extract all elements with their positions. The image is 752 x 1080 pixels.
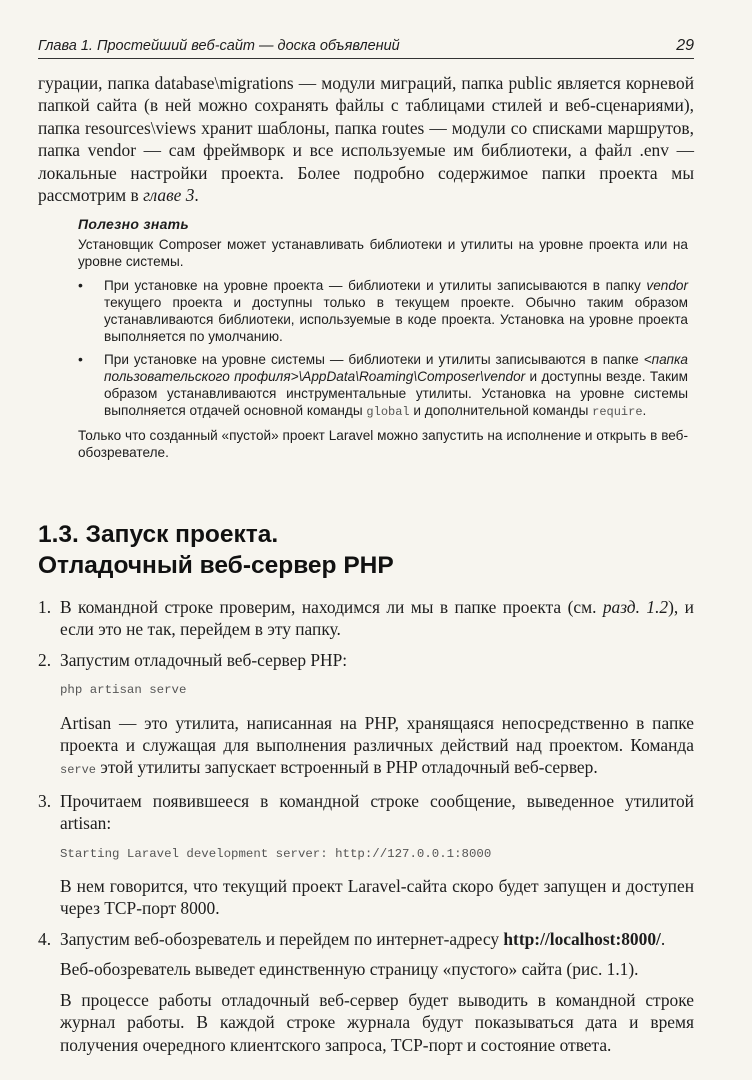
step-item bbox=[38, 928, 694, 1056]
command-name: require bbox=[592, 405, 643, 419]
folder-path: vendor bbox=[646, 278, 688, 293]
command-name: global bbox=[366, 405, 410, 419]
intro-text-end: . bbox=[194, 185, 199, 206]
figure-reference: рис. 1.1 bbox=[572, 959, 629, 980]
step-number: 1. bbox=[38, 597, 52, 617]
note-item-text: текущего проекта и доступны только в текущем проекте. Обычно таким образом устанавливаются библиотеки, используемые в коде проекта. Установка на уровне проекта выполняется по умолчанию. bbox=[104, 295, 688, 344]
step-text: Запустим веб-обозреватель и перейдем по интернет-адресу bbox=[60, 928, 504, 949]
chapter-title: Глава 1. Простейший веб-сайт — доска объявлений bbox=[38, 38, 400, 54]
note-bullet-item bbox=[78, 351, 688, 421]
note-lead: Установщик Composer может устанавливать библиотеки и утилиты на уровне проекта или на уровне системы. bbox=[78, 237, 688, 269]
section-heading bbox=[38, 520, 694, 581]
running-header bbox=[38, 36, 694, 59]
note-item-text: и доступны везде. Таким образом устанавливаются инструментальные утилиты. Установка на уровне системы выполняется отдачей основной команды bbox=[104, 369, 688, 418]
intro-paragraph bbox=[38, 72, 694, 206]
step-text: этой утилиты запускает встроенный в PHP отладочный веб-сервер. bbox=[96, 757, 598, 778]
step-text: Запустим отладочный веб-сервер PHP: bbox=[60, 649, 348, 670]
folder-path: <папка пользовательского профиля>\AppData\Roaming\Composer\vendor bbox=[104, 352, 688, 384]
note-bullet-item bbox=[78, 277, 688, 345]
code-line: php artisan serve bbox=[60, 683, 187, 698]
section-reference: разд. 1.2 bbox=[602, 597, 669, 617]
step-text: ). bbox=[628, 959, 639, 980]
note-tail: Только что созданный «пустой» проект Laravel можно запустить на исполнение и открыть в веб-обозревателе. bbox=[78, 428, 688, 460]
step-item bbox=[38, 790, 694, 920]
note-item-text: При установке на уровне системы — библиотеки и утилиты записываются в папке bbox=[104, 352, 644, 367]
code-line: Starting Laravel development server: http://127.0.0.1:8000 bbox=[60, 846, 492, 861]
step-text: Веб-обозреватель выведет единственную страницу «пустого» сайта ( bbox=[60, 959, 573, 980]
step-text: В процессе работы отладочный веб-сервер будет выводить в командной строке журнал работы. В каждой строке журнала будут показываться дата и время получения очередного клиентского запроса, TCP-порт и состояние ответа. bbox=[60, 989, 694, 1055]
step-number: 3. bbox=[38, 790, 52, 811]
step-number: 2. bbox=[38, 649, 52, 670]
step-text: В командной строке проверим, находимся ли мы в папке проекта (см. bbox=[60, 597, 603, 617]
note-item-text: . bbox=[642, 403, 647, 418]
bullet-icon: • bbox=[78, 351, 83, 367]
step-text: ), и если это не так, перейдем в эту папку. bbox=[60, 597, 694, 640]
step-text: В нем говорится, что текущий проект Laravel-сайта скоро будет запущен и доступен через TCP-порт 8000. bbox=[60, 876, 694, 919]
step-item bbox=[38, 649, 694, 782]
note-item-text: и дополнительной команды bbox=[409, 403, 593, 418]
bullet-icon: • bbox=[78, 277, 83, 293]
command-name: serve bbox=[60, 763, 97, 778]
intro-text: гурации, папка database\migrations — модули миграций, папка public является корневой папкой сайта (в ней можно сохранять файлы с таблицами стилей и веб-сценариями), папка resources\views хранит шаблоны, папка routes — модули со списками маршрутов, папка vendor — сам фреймворк и все используемые им библиотеки, а файл .env — локальные настройки проекта. Более подробно содержимое папки проекта мы рассмотрим в bbox=[38, 73, 694, 206]
section-heading-line: Отладочный веб-сервер PHP bbox=[38, 551, 394, 579]
step-text: Прочитаем появившееся в командной строке сообщение, выведенное утилитой artisan: bbox=[60, 790, 694, 834]
steps-list bbox=[38, 596, 694, 1064]
step-text: . bbox=[660, 928, 666, 949]
page-number: 29 bbox=[676, 37, 694, 54]
step-text: Artisan — это утилита, написанная на PHP, хранящаяся непосредственно в папке проекта и служащая для выполнения различных действий над проектом. Команда bbox=[60, 712, 694, 756]
step-number: 4. bbox=[38, 928, 52, 949]
url-text: http://localhost:8000/ bbox=[503, 928, 661, 949]
step-item bbox=[38, 596, 694, 641]
chapter-reference: главе 3 bbox=[143, 185, 195, 206]
note-title: Полезно знать bbox=[78, 216, 190, 232]
note-bullet-list bbox=[78, 277, 688, 421]
useful-note-block bbox=[78, 216, 688, 461]
note-item-text: При установке на уровне проекта — библиотеки и утилиты записываются в папку bbox=[104, 278, 647, 293]
section-heading-line: 1.3. Запуск проекта. bbox=[38, 521, 279, 548]
